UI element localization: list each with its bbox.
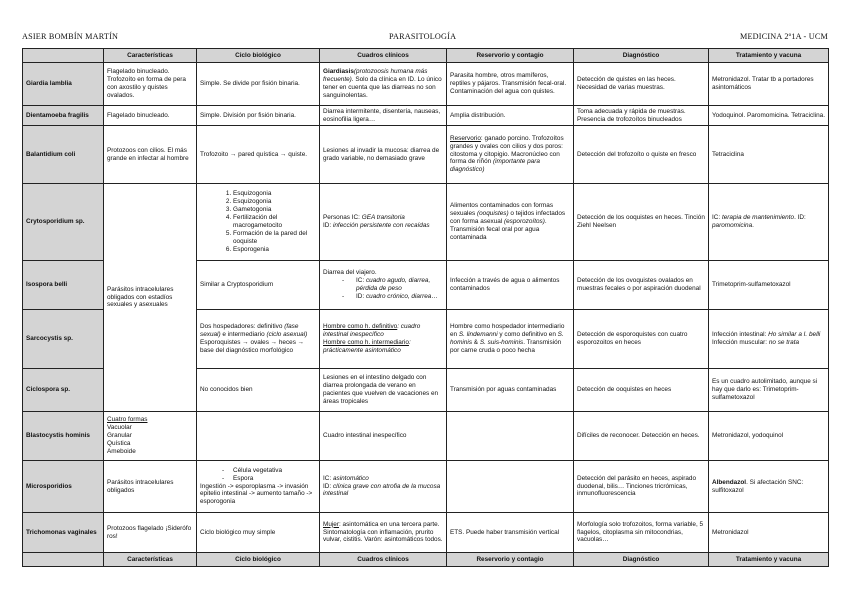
- col-header: Diagnóstico: [574, 49, 709, 63]
- tratamiento-cell: Es un cuadro autolimitado, aunque si hay que darlo es: Trimetoprim-sulfametoxazol: [709, 369, 829, 412]
- diagnostico-cell: Toma adecuada y rápida de muestras. Presencia de trofozoítos binucleados: [574, 106, 709, 126]
- course-label: MEDICINA 2º1A - UCM: [740, 32, 828, 41]
- header-row-top: [23, 49, 829, 63]
- table-row: [23, 106, 829, 126]
- table-row: [23, 412, 829, 461]
- diagnostico-cell: Detección de ooquistes en heces: [574, 369, 709, 412]
- caracteristicas-cell-shared: Parásitos intracelulares obligados con estadíos sexuales y asexuales: [104, 184, 197, 412]
- diagnostico-cell: Detección del parásito en heces, aspirado duodenal, bilis… Tinciones tricrómicas, inmunofluorescencia: [574, 461, 709, 513]
- col-header: Tratamiento y vacuna: [709, 553, 829, 567]
- reservorio-cell: [447, 412, 574, 461]
- ciclo-list: [200, 467, 316, 483]
- ciclo-cell: Simple. Se divide por fisión binaria.: [197, 63, 320, 106]
- list-item: - Espora: [233, 475, 316, 483]
- diagnostico-cell: Detección del trofozoíto o quiste en fresco: [574, 126, 709, 184]
- col-header: Ciclo biológico: [197, 49, 320, 63]
- list-item: 3. Gametogonia: [233, 206, 316, 214]
- reservorio-cell: Parasita hombre, otros mamíferos, reptiles y pájaros. Transmisión fecal-oral. Contaminación del agua con quistes.: [447, 63, 574, 106]
- reservorio-cell: ETS. Puede haber transmisión vertical: [447, 513, 574, 553]
- clinica-cell: Lesiones en el intestino delgado con diarrea prolongada de verano en pacientes que vuelven de vacaciones en áreas tropicales: [320, 369, 447, 412]
- tratamiento-cell: Albendazol. Si afectación SNC: sulfitoxazol: [709, 461, 829, 513]
- ciclo-cell: Trofozoito → pared quística → quiste.: [197, 126, 320, 184]
- caracteristicas-cell: Parásitos intracelulares obligados: [104, 461, 197, 513]
- tratamiento-cell: Metronidazol: [709, 513, 829, 553]
- page-header: [22, 32, 828, 46]
- list-item: Vacuolar: [107, 424, 132, 432]
- organism-name: Crytosporidium sp.: [23, 184, 104, 261]
- list-item: 4. Fertilización del macrogametocito: [233, 214, 316, 230]
- col-header: Características: [104, 553, 197, 567]
- clinica-list: [323, 277, 443, 301]
- tratamiento-cell: IC: terapia de mantenimiento. ID: paromomicina.: [709, 184, 829, 261]
- diagnostico-cell: Detección de los ooquistes en heces. Tinción Ziehl Neelsen: [574, 184, 709, 261]
- clinica-cell: Diarrea intermitente, disentería, nauseas, eosinofilia ligera…: [320, 106, 447, 126]
- col-header: Reservorio y contagio: [447, 553, 574, 567]
- caracteristicas-cell: Cuatro formas Vacuolar Granular Quística Ameboide: [104, 412, 197, 461]
- header-row-bottom: [23, 553, 829, 567]
- tratamiento-cell: Yodoquinol. Paromomicina. Tetraciclina.: [709, 106, 829, 126]
- reservorio-cell: Alimentos contaminados con formas sexuales (ooquistes) o tejidos infectados con forma asexual (esporozoítos). Transmisión fecal oral por agua contaminada: [447, 184, 574, 261]
- list-item: 2. Esquizogonia: [233, 198, 316, 206]
- diagnostico-cell: Detección de los ovoquistes ovalados en muestras fecales o por aspiración duodenal: [574, 261, 709, 310]
- reservorio-cell: Transmisión por aguas contaminadas: [447, 369, 574, 412]
- table-row: [23, 126, 829, 184]
- clinica-cell: Lesiones al invadir la mucosa: diarrea de grado variable, no demasiado grave: [320, 126, 447, 184]
- table-row: [23, 513, 829, 553]
- reservorio-cell: Amplia distribución.: [447, 106, 574, 126]
- organism-name: Balantidium coli: [23, 126, 104, 184]
- table-row: [23, 461, 829, 513]
- subject-title: PARASITOLOGÍA: [389, 32, 457, 41]
- table-row: [23, 63, 829, 106]
- caracteristicas-cell: Protozoos con cilios. El más grande en infectar al hombre: [104, 126, 197, 184]
- clinica-cell: Giardiasis(protozoosis humana más frecuente). Solo da clínica en ID. Lo único tener en cuenta que las diarreas no son sanguinolentas.: [320, 63, 447, 106]
- organism-name: Sarcocystis sp.: [23, 310, 104, 369]
- ciclo-cell: - Célula vegetativa - Espora Ingestión -> esporoplasma -> invasión epitelio intestinal -> aumento tamaño -> esporogonia: [197, 461, 320, 513]
- clinica-cell: IC: asintomático ID: clínica grave con atrofia de la mucosa intestinal: [320, 461, 447, 513]
- ciclo-cell: Similar a Cryptosporidium: [197, 261, 320, 310]
- reservorio-cell: Reservorio: ganado porcino. Trofozoítos grandes y ovales con cilios y dos poros: citostoma y citopigio. Macronúcleo con forma de riñón (importante para diagnóstico): [447, 126, 574, 184]
- col-header: Ciclo biológico: [197, 553, 320, 567]
- clinica-cell: Diarrea del viajero. - IC: cuadro agudo, diarrea, pérdida de peso - ID: cuadro crónico, diarrea…: [320, 261, 447, 310]
- list-item: - ID: cuadro crónico, diarrea…: [356, 293, 443, 301]
- organism-name: Blastocystis hominis: [23, 412, 104, 461]
- organism-name: Giardia lamblia: [23, 63, 104, 106]
- reservorio-cell: [447, 461, 574, 513]
- caracteristicas-cell: Protozoos flagelado ¡Siderófo ros!: [104, 513, 197, 553]
- col-header: Reservorio y contagio: [447, 49, 574, 63]
- organism-name: Dientamoeba fragilis: [23, 106, 104, 126]
- list-item: Quística: [107, 439, 131, 447]
- table-row: [23, 184, 829, 261]
- reservorio-cell: Infección a través de agua o alimentos contaminados: [447, 261, 574, 310]
- parasite-table: [22, 48, 829, 567]
- tratamiento-cell: Trimetoprim-sulfametoxazol: [709, 261, 829, 310]
- list-item: Ameboide: [107, 447, 136, 455]
- col-header: Características: [104, 49, 197, 63]
- ciclo-cell: No conocidos bien: [197, 369, 320, 412]
- col-header: Cuadros clínicos: [320, 553, 447, 567]
- list-item: 1. Esquizogonia: [233, 190, 316, 198]
- organism-name: Ciclospora sp.: [23, 369, 104, 412]
- diagnostico-cell: Detección de quistes en las heces. Necesidad de varias muestras.: [574, 63, 709, 106]
- diagnostico-cell: Morfología solo trofozoitos, forma variable, 5 flagelos, citoplasma sin mitocondrias, vacuolas…: [574, 513, 709, 553]
- organism-name: Microsporidios: [23, 461, 104, 513]
- ciclo-cell: [197, 412, 320, 461]
- caracteristicas-cell: Flagelado binucleado. Trofozoíto en forma de pera con axostilo y quistes ovalados.: [104, 63, 197, 106]
- col-header: Diagnóstico: [574, 553, 709, 567]
- organism-name: Trichomonas vaginales: [23, 513, 104, 553]
- diagnostico-cell: Detección de esporoquistes con cuatro esporozoitos en heces: [574, 310, 709, 369]
- col-header: Cuadros clínicos: [320, 49, 447, 63]
- clinica-cell: Personas IC: GEA transitoria ID: infección persistente con recaídas: [320, 184, 447, 261]
- ciclo-cell: Ciclo biológico muy simple: [197, 513, 320, 553]
- list-item: Granular: [107, 432, 132, 440]
- col-header: Tratamiento y vacuna: [709, 49, 829, 63]
- diagnostico-cell: Difíciles de reconocer. Detección en heces.: [574, 412, 709, 461]
- caracteristicas-cell: Flagelado binucleado.: [104, 106, 197, 126]
- ciclo-cell: Simple. División por fisión binaria.: [197, 106, 320, 126]
- clinica-cell: Mujer: asintomática en una tercera parte. Sintomatología con inflamación, prurito vulvar, cistitis. Varón: asintomáticos todos.: [320, 513, 447, 553]
- tratamiento-cell: Tetraciclina: [709, 126, 829, 184]
- ciclo-list: [200, 190, 316, 253]
- tratamiento-cell: Metronidazol, yodoquinol: [709, 412, 829, 461]
- corner-cell: [23, 49, 104, 63]
- list-item: 5. Formación de la pared del ooquiste: [233, 230, 316, 246]
- author-name: ASIER BOMBÍN MARTÍN: [22, 32, 119, 41]
- clinica-cell: Hombre como h. definitivo: cuadro intestinal inespecífico Hombre como h. intermediario: prácticamente asintomático: [320, 310, 447, 369]
- reservorio-cell: Hombre como hospedador intermediario en S. lindemanni y como definitivo en S. hominis & S. suis-hominis. Transmisión por carne cruda o poco hecha: [447, 310, 574, 369]
- tratamiento-cell: Infección intestinal: Ho similar a I. belli Infección muscular: no se trata: [709, 310, 829, 369]
- tratamiento-cell: Metronidazol. Tratar tb a portadores asintomáticos: [709, 63, 829, 106]
- organism-name: Isospora belli: [23, 261, 104, 310]
- ciclo-cell: [197, 184, 320, 261]
- corner-cell: [23, 553, 104, 567]
- list-item: 6. Esporogenia: [233, 246, 316, 254]
- list-item: - Célula vegetativa: [233, 467, 316, 475]
- ciclo-cell: Dos hospedadores: definitivo (fase sexual) e intermediario (ciclo asexual) Esporoquistes → ovales → heces → base del diagnóstico morfológico: [197, 310, 320, 369]
- clinica-cell: Cuadro intestinal inespecífico: [320, 412, 447, 461]
- list-item: - IC: cuadro agudo, diarrea, pérdida de peso: [356, 277, 443, 293]
